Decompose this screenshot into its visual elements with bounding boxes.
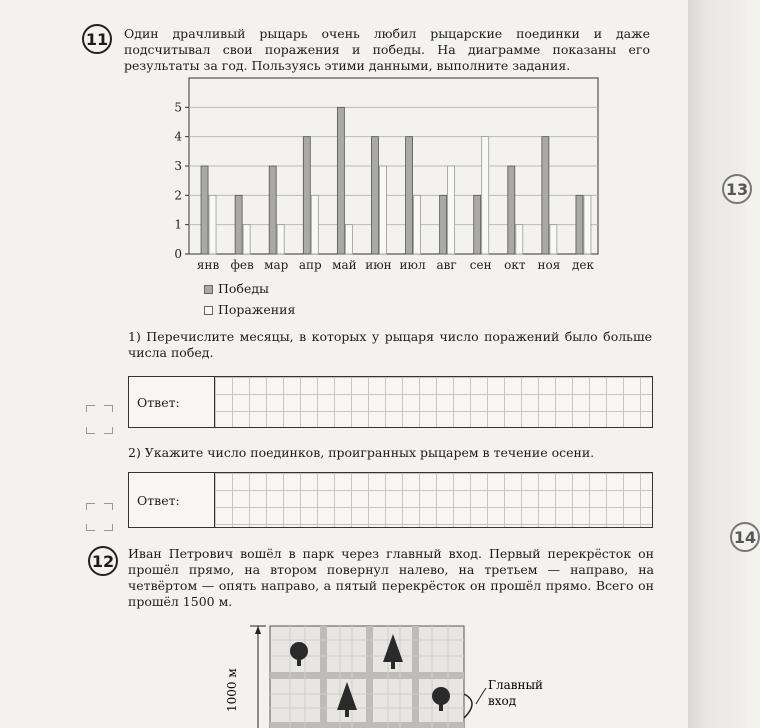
chart-frame [189,78,598,254]
bar-wins-апр [303,137,310,254]
bar-losses-сен [482,137,489,254]
entrance-marker [464,694,472,718]
bar-wins-авг [440,195,447,254]
dimension-arrow [255,626,261,634]
bar-wins-фев [235,195,242,254]
x-tick-label: фев [230,258,254,272]
mark-corner [86,405,95,412]
bar-losses-май [345,225,352,254]
bar-wins-мар [269,166,276,254]
task-11-question-2: 2) Укажите число поединков, проигранных рыцарем в течение осени. [128,445,595,460]
mark-corner [104,427,113,434]
bar-losses-ноя [550,225,557,254]
bar-wins-янв [201,166,208,254]
mark-corner [104,405,113,412]
x-tick-label: июн [365,258,392,272]
bar-wins-июл [406,137,413,254]
y-tick-label: 2 [174,188,182,203]
x-tick-label: ноя [537,258,561,272]
next-task-14-number: 14 [730,522,760,552]
bar-losses-июл [414,195,421,254]
page-gutter [688,0,746,728]
bar-losses-июн [379,166,386,254]
x-tick-label: янв [196,258,220,272]
bar-losses-мар [277,225,284,254]
bar-losses-окт [516,225,523,254]
conifer-tree-icon [337,682,357,717]
mark-corner [86,524,95,531]
entrance-label-2: вход [488,694,517,708]
entrance-pointer [476,688,486,704]
bar-wins-окт [508,166,515,254]
bar-losses-авг [448,166,455,254]
task-11-text: Один драчливый рыцарь очень любил рыцарские поединки и даже подсчитывал свои поражения и победы. На диаграмме показаны его результаты за год. Пользуясь этими данными, выполните задания. [124,26,650,73]
x-tick-label: дек [571,258,594,272]
chart-grid [185,78,598,254]
answer-box-1 [128,376,653,428]
x-tick-label: мар [264,258,289,272]
path-vertical [412,626,419,728]
bar-losses-апр [311,195,318,254]
bar-wins-май [337,107,344,254]
x-tick-label: апр [298,258,322,272]
park-grid [270,626,464,728]
mark-corner [104,503,113,510]
park-area [270,626,464,728]
task-12-number-text: 12 [91,551,115,571]
task-12-text: Иван Петрович вошёл в парк через главный вход. Первый перекрёсток он прошёл прямо, на втором повернул налево, на третьем — направо, на четвёртом — опять направо, а пятый перекрёсток он прошёл прямо. Всего он прошёл 1500 м. [128,546,654,609]
y-tick-label: 5 [174,100,182,115]
y-tick-label: 1 [174,217,182,232]
bar-wins-дек [576,195,583,254]
x-tick-label: окт [504,258,526,272]
path-vertical [320,626,327,728]
path-vertical [366,626,373,728]
answer-grid-1[interactable] [215,377,652,427]
task-11-question-1: 1) Перечислите месяцы, в которых у рыцаря число поражений было больше числа побед. [128,329,652,360]
y-tick-label: 0 [174,247,182,261]
legend-losses-label: Поражения [218,302,296,317]
chart-labels [174,100,594,272]
x-tick-label: авг [436,258,457,272]
bar-wins-ноя [542,137,549,254]
legend-wins-label: Победы [218,281,269,296]
bar-wins-июн [371,137,378,254]
task-11-number-text: 11 [85,29,109,49]
x-tick-label: май [332,258,357,272]
mark-corner [104,524,113,531]
answer-grid-2[interactable] [215,473,652,527]
mark-corner [86,427,95,434]
entrance-label-1: Главный [488,678,544,692]
dimension-label: 1000 м [225,668,239,712]
legend-wins-swatch [204,285,213,294]
x-tick-label: сен [469,258,492,272]
conifer-tree-icon [383,634,403,669]
deciduous-tree-icon [290,642,308,666]
answer-label-1: Ответ: [129,377,215,427]
x-tick-label: июл [399,258,426,272]
task-11-number [82,24,112,54]
bar-losses-янв [209,195,216,254]
y-tick-label: 3 [174,159,182,173]
bar-wins-сен [474,195,481,254]
bar-losses-фев [243,225,250,254]
answer-label-2: Ответ: [129,473,215,527]
task-12-number [88,546,118,576]
bar-losses-дек [584,195,591,254]
path-horizontal [270,722,464,728]
next-task-13-number: 13 [722,174,752,204]
mark-corner [86,503,95,510]
path-horizontal [270,672,464,679]
legend-losses-swatch [204,306,213,315]
answer-box-2 [128,472,653,528]
y-tick-label: 4 [174,129,182,144]
chart-bars [201,107,591,254]
deciduous-tree-icon [432,687,450,711]
